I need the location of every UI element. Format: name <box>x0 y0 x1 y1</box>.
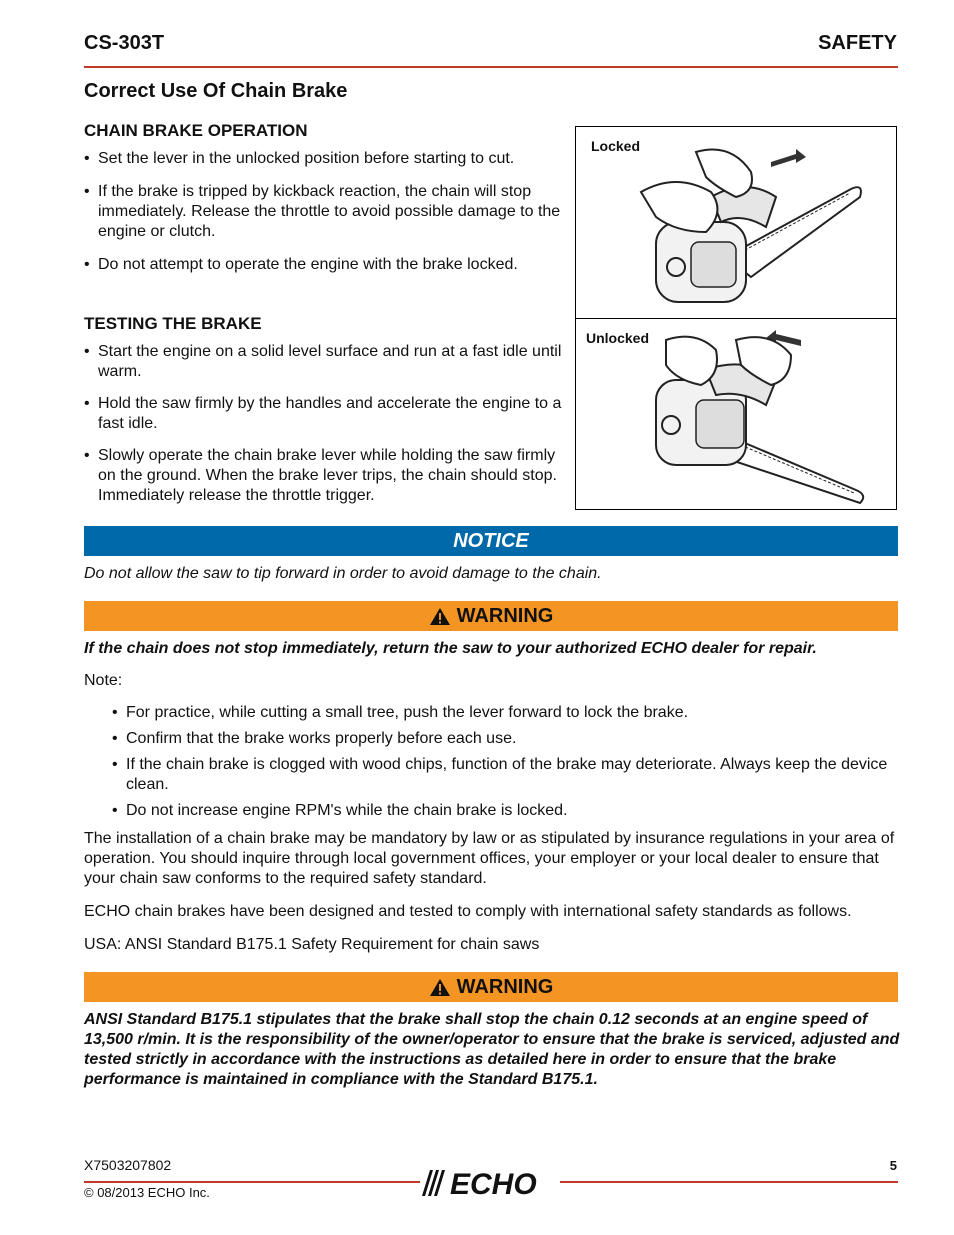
list-item: • If the chain brake is clogged with wood chips, function of the brake may deteriorate. Always keep the device clean. <box>112 755 892 795</box>
footer-divider-left <box>84 1181 420 1183</box>
copyright: © 08/2013 ECHO Inc. <box>84 1185 210 1200</box>
logo-text: ECHO <box>450 1168 537 1198</box>
paragraph-standards: ECHO chain brakes have been designed and tested to comply with international safety standards as follows. <box>84 903 852 920</box>
page-title: Correct Use Of Chain Brake <box>84 80 348 102</box>
list-item: • Hold the saw firmly by the handles and accelerate the engine to a fast idle. <box>84 394 566 434</box>
footer-divider-right <box>560 1181 898 1183</box>
testing-heading: TESTING THE BRAKE <box>84 314 262 333</box>
locked-saw-illustration <box>636 137 891 315</box>
warning-banner <box>84 972 898 1002</box>
section-name: SAFETY <box>818 32 897 54</box>
notice-banner <box>84 526 898 556</box>
part-number: X7503207802 <box>84 1157 172 1173</box>
unlocked-label: Unlocked <box>586 330 650 346</box>
notice-label: NOTICE <box>453 529 529 552</box>
list-item: • If the brake is tripped by kickback reaction, the chain will stop immediately. Release the throttle to avoid possible damage to the engine or clutch. <box>84 182 566 242</box>
header-divider <box>84 66 898 68</box>
list-item: • Slowly operate the chain brake lever while holding the saw firmly on the ground. When the brake lever trips, the chain should stop. Immediately release the throttle trigger. <box>84 446 566 506</box>
figure-divider <box>576 318 896 319</box>
list-item: • Confirm that the brake works properly before each use. <box>112 729 892 749</box>
paragraph-legal: The installation of a chain brake may be mandatory by law or as stipulated by insurance regulations in your area of operation. You should inquire through local government offices, your employer or your local dealer to ensure that your chain saw conforms to the required safety standard. <box>84 830 895 887</box>
chain-brake-figure <box>575 126 897 510</box>
list-item: • For practice, while cutting a small tree, push the lever forward to lock the brake. <box>112 703 892 723</box>
operation-heading: CHAIN BRAKE OPERATION <box>84 121 308 140</box>
warning-text: If the chain does not stop immediately, return the saw to your authorized ECHO dealer for repair. <box>84 640 817 657</box>
page-number: 5 <box>889 1158 897 1173</box>
testing-list <box>84 342 566 506</box>
paragraph-ansi: USA: ANSI Standard B175.1 Safety Requirement for chain saws <box>84 936 540 953</box>
document-model: CS-303T <box>84 32 165 54</box>
list-item: • Set the lever in the unlocked position before starting to cut. <box>84 149 566 169</box>
locked-label: Locked <box>591 138 641 154</box>
warning-label: WARNING <box>456 604 554 627</box>
list-item: • Do not attempt to operate the engine with the brake locked. <box>84 255 566 275</box>
notice-text: Do not allow the saw to tip forward in order to avoid damage to the chain. <box>84 565 602 582</box>
list-item: • Start the engine on a solid level surface and run at a fast idle until warm. <box>84 342 566 382</box>
warning-triangle-icon <box>429 978 451 997</box>
note-list <box>112 703 892 821</box>
unlocked-saw-illustration <box>636 325 891 507</box>
list-item: • Do not increase engine RPM's while the chain brake is locked. <box>112 801 892 821</box>
operation-list <box>84 149 566 275</box>
echo-logo <box>420 1168 560 1198</box>
note-label: Note: <box>84 672 123 689</box>
warning-text: ANSI Standard B175.1 stipulates that the brake shall stop the chain 0.12 seconds at an engine speed of 13,500 r/min. It is the responsibility of the owner/operator to ensure that the brake is serviced, adjusted and tested strictly in accordance with the instructions as detailed here in order to ensure that the brake performance is maintained in compliance with the Standard B175.1. <box>84 1011 900 1088</box>
warning-banner <box>84 601 898 631</box>
warning-label: WARNING <box>456 975 554 998</box>
warning-triangle-icon <box>429 607 451 626</box>
